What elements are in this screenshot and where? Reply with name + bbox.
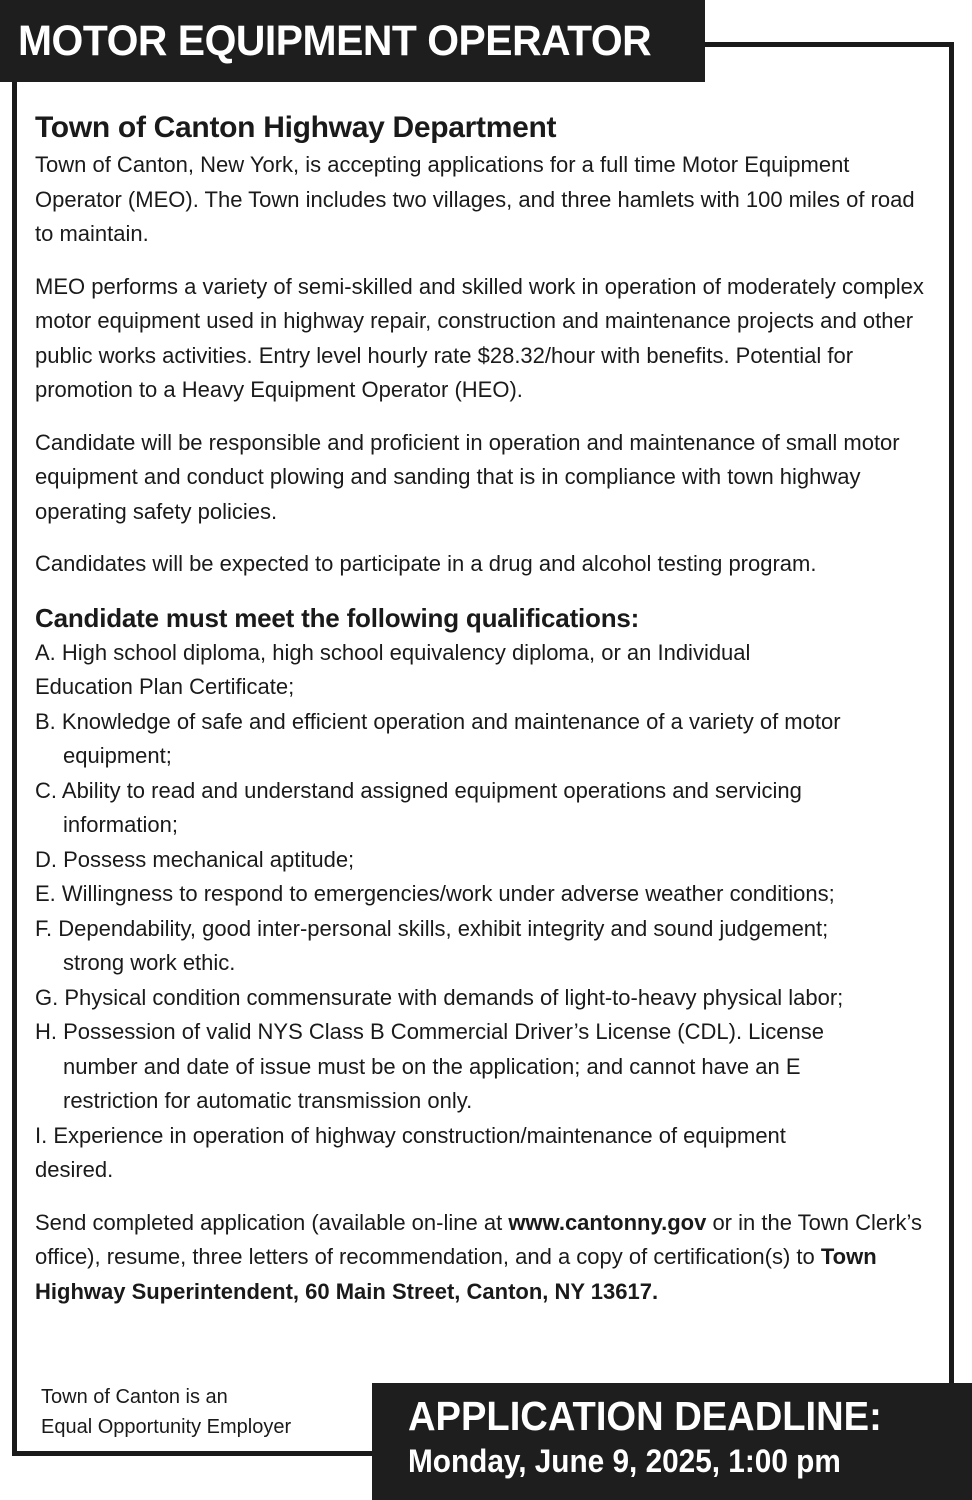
- qualification-item-e: [35, 877, 935, 912]
- intro-paragraph: Town of Canton, New York, is accepting applications for a full time Motor Equipment Operator (MEO). The Town includes two villages, and three hamlets with 100 miles of road to maintain.: [35, 152, 915, 246]
- qualification-item-g: [35, 981, 935, 1016]
- department-heading: Town of Canton Highway Department: [35, 111, 557, 144]
- qualification-e-line1: E. Willingness to respond to emergencies/work under adverse weather conditions;: [35, 881, 835, 906]
- qualification-h-line3: restriction for automatic transmission only.: [63, 1088, 473, 1113]
- deadline-label: APPLICATION DEADLINE:: [408, 1393, 882, 1439]
- qualification-c-line1: C. Ability to read and understand assigned equipment operations and servicing: [35, 777, 802, 803]
- qualification-item-i: [35, 1119, 935, 1188]
- deadline-date: Monday, June 9, 2025, 1:00 pm: [408, 1443, 841, 1479]
- responsibilities-paragraph: Candidate will be responsible and proficient in operation and maintenance of small motor equipment and conduct plowing and sanding that is in compliance with town highway operating safety policies.: [35, 429, 900, 524]
- qualification-i-line2: desired.: [35, 1157, 114, 1182]
- website-link[interactable]: www.cantonny.gov: [508, 1209, 707, 1235]
- application-instructions: [35, 1206, 935, 1310]
- qualification-c-line2: information;: [63, 812, 178, 837]
- eoe-line1: Town of Canton is an: [41, 1386, 228, 1408]
- qualification-b-line1: B. Knowledge of safe and efficient operation and maintenance of a variety of motor: [35, 708, 841, 734]
- application-text-1: Send completed application (available on-line at: [35, 1209, 509, 1235]
- qualification-d-line1: D. Possess mechanical aptitude;: [35, 846, 355, 872]
- mailing-address: Town Highway Superintendent, 60 Main Street, Canton, NY 13617.: [35, 1244, 877, 1304]
- ad-body: [35, 108, 935, 1327]
- eoe-line2: Equal Opportunity Employer: [41, 1416, 292, 1438]
- page-title: MOTOR EQUIPMENT OPERATOR: [18, 17, 652, 65]
- qualification-h-line2: number and date of issue must be on the application; and cannot have an E: [63, 1053, 801, 1079]
- duties-paragraph: MEO performs a variety of semi-skilled and skilled work in operation of moderately complex motor equipment used in highway repair, construction and maintenance projects and other public works activities. Entry level hourly rate $28.32/hour with benefits. Potential for promotion to a Heavy Equipment Operator (HEO).: [35, 273, 924, 402]
- qualifications-list: [35, 636, 935, 1188]
- qualification-f-line2: strong work ethic.: [63, 950, 236, 975]
- qualification-item-b: [35, 705, 935, 774]
- qualification-item-d: [35, 843, 935, 878]
- qualification-a-line2: Education Plan Certificate;: [35, 674, 295, 699]
- title-banner: [0, 0, 705, 82]
- qualifications-heading: Candidate must meet the following qualifications:: [35, 602, 640, 633]
- equal-opportunity-notice: [41, 1382, 291, 1442]
- qualification-h-line1: H. Possession of valid NYS Class B Commercial Driver’s License (CDL). License: [35, 1019, 825, 1044]
- qualification-item-a: [35, 636, 935, 705]
- testing-paragraph: Candidates will be expected to participate in a drug and alcohol testing program.: [35, 551, 817, 576]
- qualification-b-line2: equipment;: [63, 743, 172, 768]
- qualification-item-f: [35, 912, 935, 981]
- qualification-item-c: [35, 774, 935, 843]
- qualification-a-line1: A. High school diploma, high school equivalency diploma, or an Individual: [35, 639, 751, 665]
- qualification-item-h: [35, 1015, 935, 1119]
- qualification-f-line1: F. Dependability, good inter-personal skills, exhibit integrity and sound judgement;: [35, 915, 829, 941]
- deadline-banner: [372, 1383, 972, 1500]
- qualification-g-line1: G. Physical condition commensurate with demands of light-to-heavy physical labor;: [35, 984, 844, 1010]
- application-text-2: or in the Town Clerk’s office), resume, three letters of recommendation, and a copy of certification(s) to: [35, 1209, 922, 1269]
- qualification-i-line1: I. Experience in operation of highway construction/maintenance of equipment: [35, 1122, 786, 1148]
